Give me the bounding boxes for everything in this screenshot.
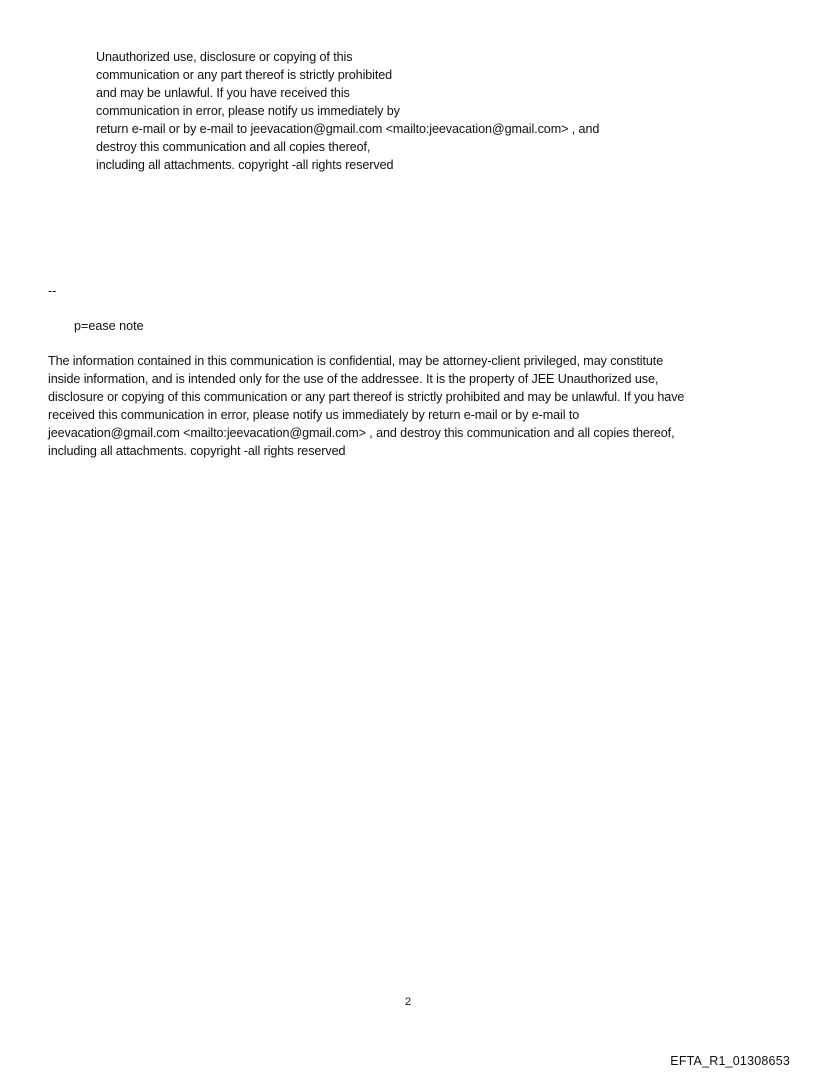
quoted-notice-line: including all attachments. copyright -all rights reserved (96, 158, 394, 172)
page-number: 2 (404, 996, 412, 1008)
quoted-notice-line: communication or any part thereof is strictly prohibited (96, 68, 393, 82)
signature-separator: -- (48, 284, 57, 298)
disclaimer-line: inside information, and is intended only for the use of the addressee. It is the property of JEE Unauthorized use, (48, 372, 659, 386)
quoted-notice-line: communication in error, please notify us immediately by (96, 104, 400, 118)
quoted-notice-line: Unauthorized use, disclosure or copying of this (96, 50, 353, 64)
disclaimer-line: jeevacation@gmail.com <mailto:jeevacation@gmail.com> , and destroy this communication and all copies thereof, (48, 426, 675, 440)
quoted-notice-line: and may be unlawful. If you have received this (96, 86, 350, 100)
disclaimer-line: including all attachments. copyright -all rights reserved (48, 444, 346, 458)
quoted-notice-line: return e-mail or by e-mail to jeevacation@gmail.com <mailto:jeevacation@gmail.com> , and (96, 122, 600, 136)
document-id-stamp: EFTA_R1_01308653 (670, 1054, 790, 1068)
disclaimer-line: disclosure or copying of this communication or any part thereof is strictly prohibited and may be unlawful. If you have (48, 390, 685, 404)
note-heading: p=ease note (74, 319, 144, 333)
disclaimer-line: received this communication in error, please notify us immediately by return e-mail or by e-mail to (48, 408, 580, 422)
disclaimer-line: The information contained in this communication is confidential, may be attorney-client privileged, may constitute (48, 354, 664, 368)
quoted-notice-line: destroy this communication and all copies thereof, (96, 140, 371, 154)
